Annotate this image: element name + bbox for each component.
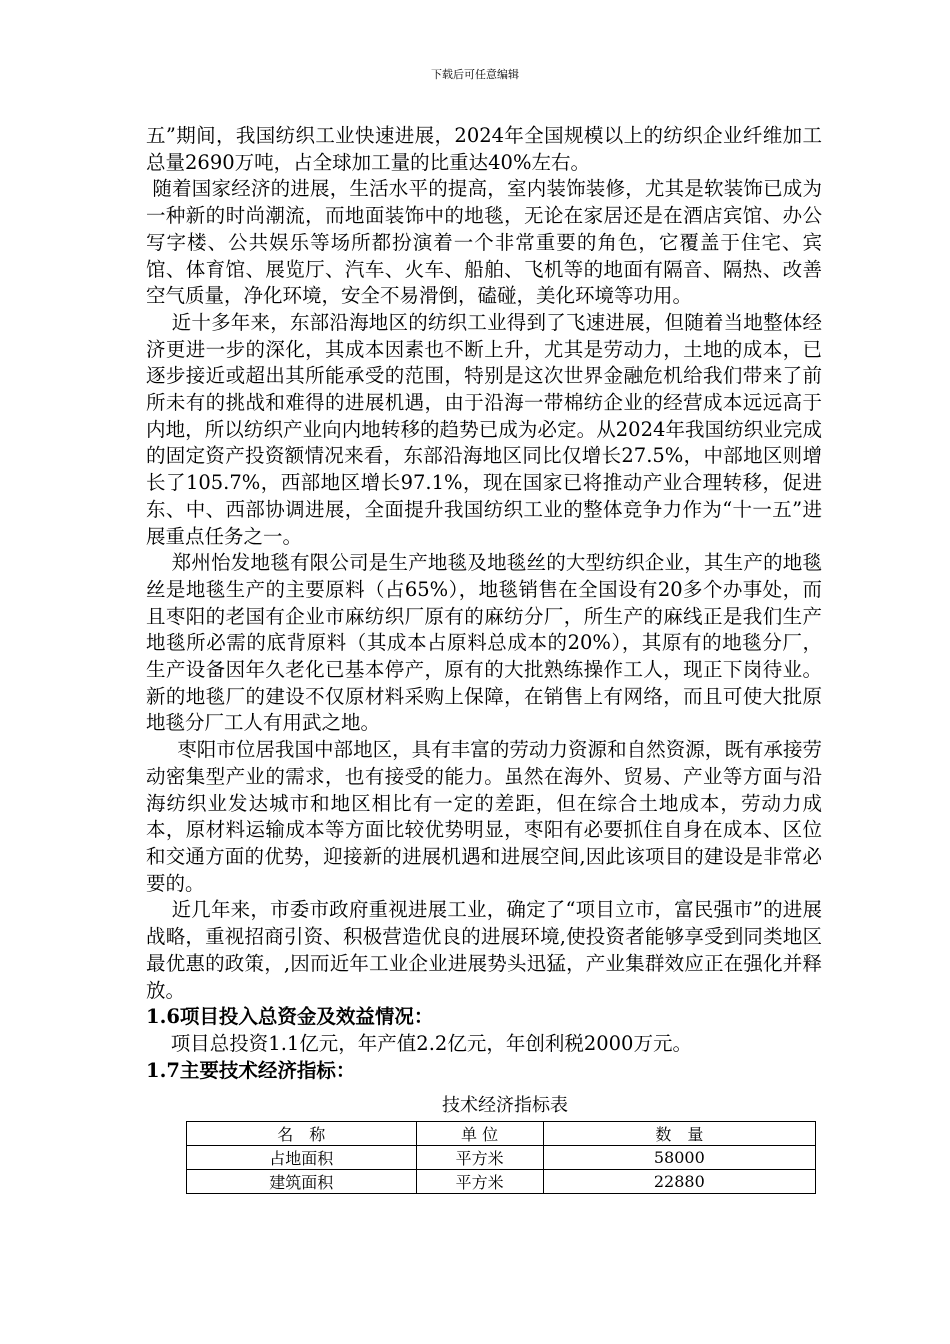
investment-summary: 项目总投资1.1亿元，年产值2.2亿元，年创利税2000万元。: [146, 1031, 692, 1055]
paragraph-4: 郑州怡发地毯有限公司是生产地毯及地毯丝的大型纺织企业，其生产的地毯丝是地毯生产的主要原料（占65%），地毯销售在全国设有20多个办事处，而且枣阳的老国有企业市麻纺织厂原有的麻纺分厂，所生产的麻线正是我们生产地毯所必需的底背原料（其成本占原料总成本的20%），其原有的地毯分厂，生产设备因年久老化已基本停产，原有的大批熟练操作工人，现正下岗待业。新的地毯厂的建设不仅原材料采购上保障，在销售上有网络，而且可使大批原地毯分厂工人有用武之地。: [146, 551, 822, 735]
cell-name: 占地面积: [187, 1146, 417, 1170]
paragraph-3: 近十多年来，东部沿海地区的纺织工业得到了飞速进展，但随着当地整体经济更进一步的深化，其成本因素也不断上升，尤其是劳动力，土地的成本，已逐步接近或超出其所能承受的范围，特别是这次世界金融危机给我们带来了前所未有的挑战和难得的进展机遇，由于沿海一带棉纺企业的经营成本远远高于内地，所以纺织产业向内地转移的趋势已成为必定。从2024年我国纺织业完成的固定资产投资额情况来看，东部沿海地区同比仅增长27.5%，中部地区则增长了105.7%，西部地区增长97.1%，现在国家已将推动产业合理转移，促进东、中、西部协调进展，全面提升我国纺织工业的整体竞争力作为“十一五”进展重点任务之一。: [146, 310, 822, 548]
cell-name: 建筑面积: [187, 1170, 417, 1194]
table-title: 技术经济指标表: [442, 1095, 568, 1116]
cell-quantity: 22880: [543, 1170, 815, 1194]
header-unit: 单 位: [416, 1122, 543, 1146]
document-body: [146, 123, 822, 1084]
table-row: [187, 1146, 816, 1170]
header-name: 名 称: [187, 1122, 417, 1146]
table-title-wrap: [186, 1094, 816, 1118]
section-heading-1-6: 1.6项目投入总资金及效益情况：: [146, 1005, 434, 1029]
cell-unit: 平方米: [416, 1170, 543, 1194]
paragraph-2: 随着国家经济的进展，生活水平的提高，室内装饰装修，尤其是软装饰已成为一种新的时尚潮流，而地面装饰中的地毯，无论在家居还是在酒店宾馆、办公写字楼、公共娱乐等场所都扮演着一个非常重要的角色，它覆盖于住宅、宾馆、体育馆、展览厅、汽车、火车、船舶、飞机等的地面有隔音、隔热、改善空气质量，净化环境，安全不易滑倒，磕碰，美化环境等功用。: [146, 177, 822, 308]
cell-unit: 平方米: [416, 1146, 543, 1170]
paragraph-5: 枣阳市位居我国中部地区，具有丰富的劳动力资源和自然资源，既有承接劳动密集型产业的需求，也有接受的能力。虽然在海外、贸易、产业等方面与沿海纺织业发达城市和地区相比有一定的差距，但在综合土地成本，劳动力成本，原材料运输成本等方面比较优势明显，枣阳有必要抓住自身在成本、区位和交通方面的优势，迎接新的进展机遇和进展空间,因此该项目的建设是非常必要的。: [146, 738, 822, 895]
section-heading-1-7: 1.7主要技术经济指标：: [146, 1058, 356, 1082]
table-row: [187, 1170, 816, 1194]
paragraph-1: 五”期间，我国纺织工业快速进展，2024年全国规模以上的纺织企业纤维加工总量2690万吨，占全球加工量的比重达40%左右。: [146, 124, 822, 174]
table-header-row: [187, 1122, 816, 1146]
technical-economic-table: [186, 1121, 816, 1194]
paragraph-6: 近几年来，市委市政府重视进展工业，确定了“项目立市，富民强市”的进展战略，重视招商引资、积极营造优良的进展环境,使投资者能够享受到同类地区最优惠的政策，,因而近年工业企业进展势头迅猛，产业集群效应正在强化并释放。: [146, 898, 822, 1002]
cell-quantity: 58000: [543, 1146, 815, 1170]
header-quantity: 数 量: [543, 1122, 815, 1146]
page-header: 下载后可任意编辑: [431, 68, 519, 81]
